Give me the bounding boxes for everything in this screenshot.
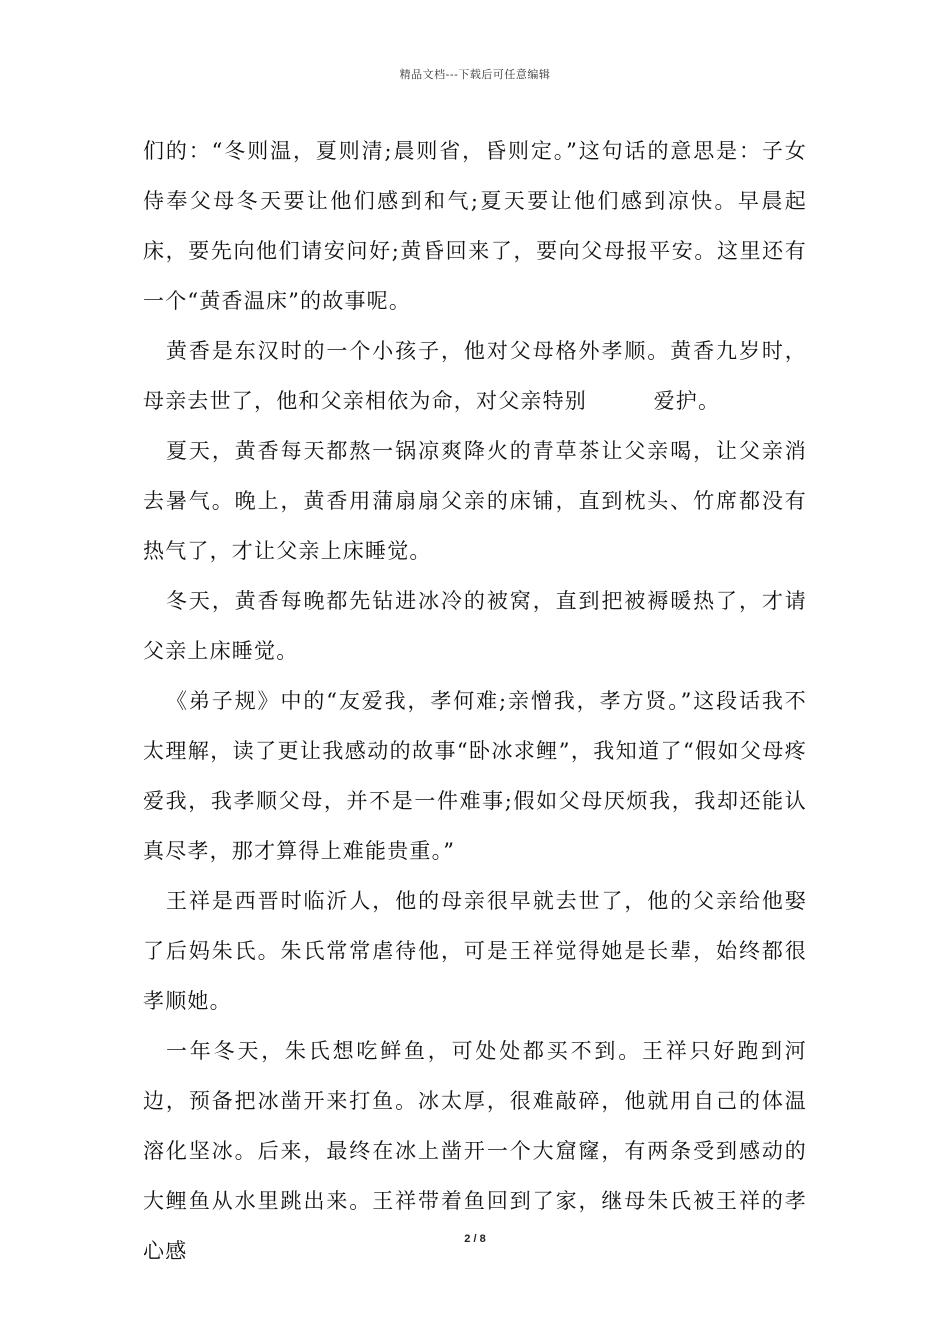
- paragraph-5: 《弟子规》中的“友爱我，孝何难;亲憎我，孝方贤。”这段话我不太理解，读了更让我感动的故事“卧冰求鲤”，我知道了“假如父母疼爱我，我孝顺父母，并不是一件难事;假如父母厌烦我，我却还能认真尽孝，那才算得上难能贵重。”: [143, 689, 807, 863]
- paragraph-2: 黄香是东汉时的一个小孩子，他对父母格外孝顺。黄香九岁时，母亲去世了，他和父亲相依为命，对父亲特别 爱护。: [143, 339, 807, 413]
- document-body: [143, 126, 807, 1276]
- paragraph-1: 们的：“冬则温，夏则清;晨则省，昏则定。”这句话的意思是：子女侍奉父母冬天要让他们感到和气;夏天要让他们感到凉快。早晨起床，要先向他们请安问好;黄昏回来了，要向父母报平安。这里还有一个“黄香温床”的故事呢。: [143, 139, 807, 313]
- paragraph-7: 一年冬天，朱氏想吃鲜鱼，可处处都买不到。王祥只好跑到河边，预备把冰凿开来打鱼。冰太厚，很难敲碎，他就用自己的体温溶化坚冰。后来，最终在冰上凿开一个大窟窿，有两条受到感动的大鲤鱼从水里跳出来。王祥带着鱼回到了家，继母朱氏被王祥的孝心感: [143, 1039, 807, 1263]
- page-header: 精品文档---下载后可任意编辑: [399, 68, 551, 81]
- paragraph-6: 王祥是西晋时临沂人，他的母亲很早就去世了，他的父亲给他娶了后妈朱氏。朱氏常常虐待他，可是王祥觉得她是长辈，始终都很孝顺她。: [143, 889, 807, 1013]
- paragraph-4: 冬天，黄香每晚都先钻进冰冷的被窝，直到把被褥暖热了，才请父亲上床睡觉。: [143, 589, 807, 663]
- paragraph-3: 夏天，黄香每天都熬一锅凉爽降火的青草茶让父亲喝，让父亲消去暑气。晚上，黄香用蒲扇扇父亲的床铺，直到枕头、竹席都没有热气了，才让父亲上床睡觉。: [143, 439, 807, 563]
- page-number: 2 / 8: [464, 1233, 486, 1245]
